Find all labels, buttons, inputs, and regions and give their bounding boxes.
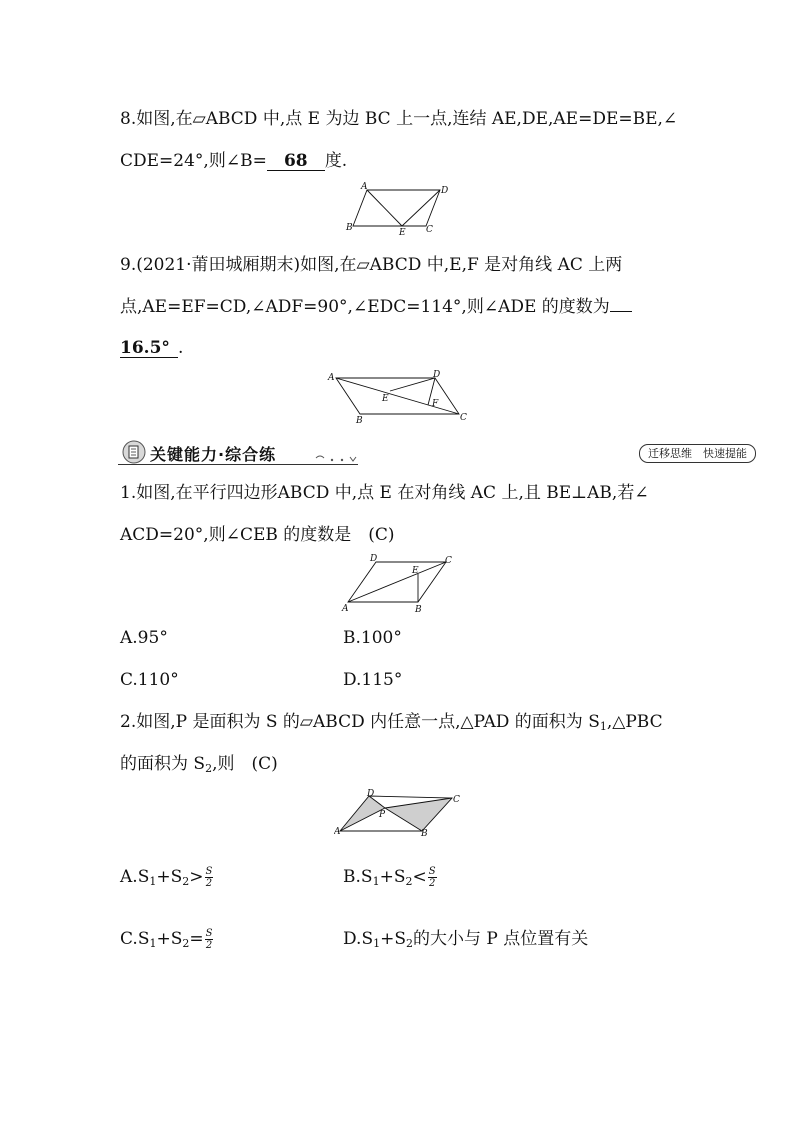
- q8-line2-post: 度.: [324, 151, 348, 171]
- q8-label-b: B: [346, 223, 353, 233]
- q9-end: .: [178, 338, 184, 358]
- section-tag: 迁移思维 快速提能: [639, 444, 756, 463]
- section-banner: [118, 440, 758, 466]
- q9-label-a: A: [328, 373, 335, 383]
- p1-label-b: B: [415, 605, 422, 614]
- p1-figure: [338, 552, 462, 614]
- p2-option-c[interactable]: $C.S_1+S_2=$ $\frac{S}{2}$: [120, 928, 213, 951]
- p2-line2: [120, 753, 278, 780]
- q9-label-b: B: [356, 416, 363, 424]
- q8-label-d: D: [441, 186, 449, 196]
- q8-segment-ae: [367, 190, 402, 226]
- p2-option-d[interactable]: $D.S_1+S_2$的大小与 P 点位置有关: [343, 929, 589, 950]
- q8-label-e: E: [399, 228, 406, 236]
- q8-figure: [340, 180, 460, 236]
- q9-line2-text: 点,AE=EF=CD,∠ADF=90°,∠EDC=114°,则∠ADE 的度数为: [120, 297, 610, 317]
- p1-label-d: D: [370, 554, 378, 564]
- q9-label-e: E: [382, 394, 389, 404]
- p1-label-e: E: [412, 566, 419, 576]
- p2-figure: [334, 788, 468, 838]
- q8-line2-pre: CDE=24°,则∠B=: [120, 151, 267, 171]
- p2-option-a[interactable]: $A.S_1+S_2>$ $\frac{S}{2}$: [120, 866, 213, 889]
- q8-segment-de: [402, 190, 440, 226]
- p2-line1-text: 2.如图,P 是面积为 S 的▱ABCD 内任意一点,△PAD 的面积为 S: [120, 712, 600, 732]
- fraction-s-over-2: $\frac{S}{2}$: [205, 866, 213, 889]
- q9-segment-de: [390, 378, 435, 391]
- q9-label-f: F: [432, 399, 439, 409]
- q8-label-c: C: [426, 225, 433, 235]
- p2-line2-sub: 2: [205, 762, 213, 775]
- q9-line1: 9.(2021·莆田城厢期末)如图,在▱ABCD 中,E,F 是对角线 AC 上两: [120, 255, 623, 275]
- q9-figure: [322, 368, 472, 424]
- p2-label-d: D: [367, 789, 375, 799]
- p2-option-b[interactable]: $B.S_1+S_2<$ $\frac{S}{2}$: [343, 866, 436, 889]
- q9-diagonal-ac: [336, 378, 459, 414]
- p1-line1: 1.如图,在平行四边形ABCD 中,点 E 在对角线 AC 上,且 BE⊥AB,若∠: [120, 483, 649, 503]
- p2-line2-tail: ,则 (C): [212, 754, 278, 774]
- q8-answer: 68: [267, 152, 325, 171]
- q9-line3: [120, 337, 183, 359]
- decorative-dots-icon: [314, 452, 358, 464]
- p1-option-a[interactable]: A.95°: [120, 628, 168, 648]
- q9-label-c: C: [460, 413, 467, 423]
- p1-option-c[interactable]: C.110°: [120, 670, 179, 690]
- p2-label-c: C: [453, 795, 460, 805]
- p1-label-a: A: [342, 604, 349, 614]
- notebook-icon: [122, 440, 146, 464]
- q8-line2: [120, 150, 347, 172]
- q9-label-d: D: [433, 370, 441, 380]
- q9-answer-underline-lead: [610, 311, 632, 312]
- fraction-s-over-2: $\frac{S}{2}$: [205, 928, 213, 951]
- section-title: 关键能力·综合练: [150, 445, 277, 464]
- p1-label-c: C: [445, 556, 452, 566]
- q9-line2: [120, 296, 632, 318]
- p1-line2: ACD=20°,则∠CEB 的度数是 (C): [120, 525, 395, 545]
- p2-line2-text: 的面积为 S: [120, 754, 206, 774]
- p2-line1: [120, 711, 663, 738]
- q9-answer: 16.5°: [120, 339, 178, 358]
- p2-line1-tail: ,△PBC: [606, 712, 663, 732]
- q8-line1: 8.如图,在▱ABCD 中,点 E 为边 BC 上一点,连结 AE,DE,AE=DE=BE,∠: [120, 109, 678, 129]
- section-underline: [118, 464, 358, 465]
- p1-option-b[interactable]: B.100°: [343, 628, 402, 648]
- p1-diagonal-ac: [348, 562, 446, 602]
- q8-label-a: A: [361, 182, 368, 192]
- p2-label-b: B: [421, 829, 428, 838]
- p1-option-d[interactable]: D.115°: [343, 670, 403, 690]
- p2-label-p: P: [379, 810, 386, 820]
- p2-label-a: A: [334, 827, 341, 837]
- p2-line1-sub: 1: [599, 720, 607, 733]
- fraction-s-over-2: $\frac{S}{2}$: [428, 866, 436, 889]
